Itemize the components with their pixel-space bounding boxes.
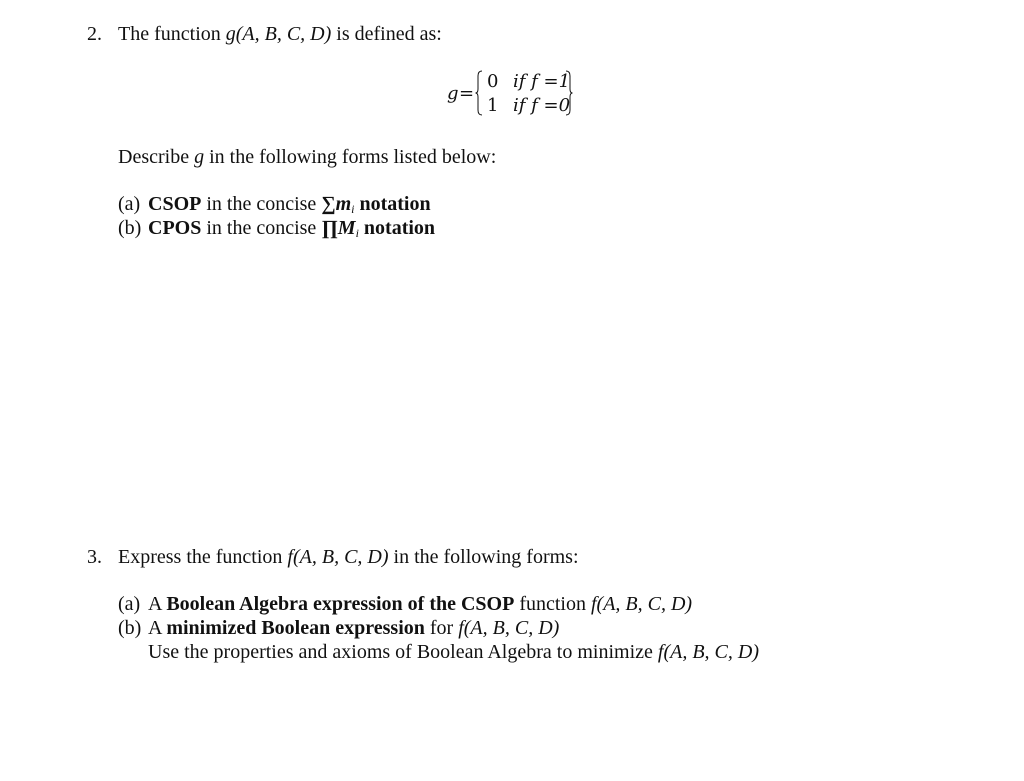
- q3-item-b-pre: A: [148, 617, 167, 639]
- q2-item-b-tail: notation: [358, 217, 436, 239]
- q2-item-b-label: (b): [118, 217, 142, 239]
- q2-item-b-text: in the concise: [201, 217, 322, 239]
- q2-number: 2.: [87, 23, 102, 45]
- eq-equals: =: [459, 83, 475, 104]
- q2-item-a-tail: notation: [354, 193, 431, 215]
- q2-item-b: [148, 216, 435, 240]
- q3-intro-end: in the following forms:: [388, 546, 579, 568]
- eq-row1-cond: if f =1: [513, 71, 571, 92]
- q3-args: (A, B, C, D): [292, 546, 389, 568]
- eq-row-2: [487, 94, 570, 118]
- eq-row2-value: 1: [487, 95, 499, 116]
- q2-item-a-msub: i: [351, 202, 355, 216]
- q2-item-a-label: (a): [118, 193, 141, 215]
- q2-intro: [118, 22, 442, 46]
- left-brace-icon: [475, 70, 483, 116]
- q3-item-b-line2-args: (A, B, C, D): [663, 641, 759, 663]
- q3-item-b-line2: [148, 640, 759, 664]
- q2-item-a-mvar: m: [335, 193, 352, 215]
- eq-lhs: g: [447, 83, 459, 104]
- q3-item-a-pre: A: [148, 593, 167, 615]
- q3-item-a-args: (A, B, C, D): [596, 593, 693, 615]
- q3-func: f: [287, 546, 293, 568]
- product-icon: ∏: [321, 217, 338, 239]
- q2-item-b-mvar: M: [337, 217, 356, 239]
- sum-icon: ∑: [321, 193, 336, 215]
- q3-item-b-post: for: [424, 617, 459, 639]
- eq-row-1: [487, 70, 570, 94]
- q2-item-b-msub: i: [355, 226, 359, 240]
- q3-item-b: [148, 616, 559, 640]
- q3-intro-text: Express the function: [118, 546, 288, 568]
- q2-describe: [118, 145, 496, 169]
- q2-describe-post: in the following forms listed below:: [204, 146, 497, 168]
- q3-number: 3.: [87, 546, 102, 568]
- q2-describe-var: g: [194, 146, 205, 168]
- q3-item-a-func: f: [590, 593, 597, 615]
- q3-item-a-label: (a): [118, 593, 141, 615]
- right-brace-icon: [565, 70, 573, 116]
- q3-item-a-bold: Boolean Algebra expression of the CSOP: [166, 593, 515, 615]
- q3-item-b-line2-func: f: [657, 641, 664, 663]
- q3-item-a: [148, 592, 692, 616]
- q2-describe-pre: Describe: [118, 146, 195, 168]
- q3-item-b-line2-text: Use the properties and axioms of Boolean Algebra to minimize: [148, 641, 658, 663]
- q3-item-a-post: function: [514, 593, 591, 615]
- q3-item-b-args: (A, B, C, D): [463, 617, 560, 639]
- q3-item-b-func: f: [458, 617, 464, 639]
- q3-item-b-label: (b): [118, 617, 142, 639]
- piecewise-equation: [447, 68, 587, 120]
- q2-item-a: [148, 192, 431, 216]
- q2-intro-end: is defined as:: [331, 23, 442, 45]
- q2-func: g: [225, 23, 236, 45]
- q2-item-a-bold: CSOP: [148, 193, 202, 215]
- q3-intro: [118, 545, 579, 569]
- q2-args: (A, B, C, D): [235, 23, 332, 45]
- eq-row1-value: 0: [487, 71, 499, 92]
- q2-item-a-text: in the concise: [201, 193, 322, 215]
- q3-item-b-bold: minimized Boolean expression: [166, 617, 425, 639]
- q2-item-b-bold: CPOS: [148, 217, 202, 239]
- q2-intro-text: The function: [118, 23, 226, 45]
- eq-row2-cond: if f =0: [513, 95, 571, 116]
